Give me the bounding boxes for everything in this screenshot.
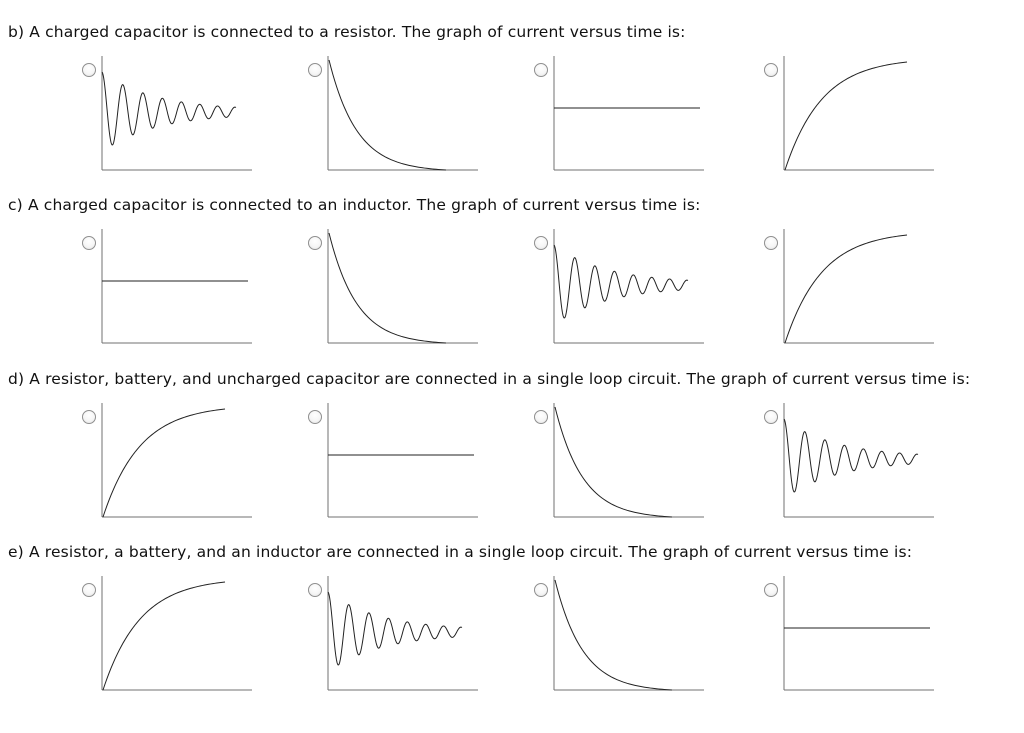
current-time-graph bbox=[326, 576, 478, 694]
answer-option[interactable] bbox=[82, 56, 282, 191]
radio-button[interactable] bbox=[534, 583, 548, 597]
answer-option[interactable] bbox=[764, 56, 964, 191]
answer-option[interactable] bbox=[534, 576, 734, 711]
question-prompt: b) A charged capacitor is connected to a resistor. The graph of current versus time is: bbox=[8, 23, 686, 41]
current-time-graph bbox=[326, 403, 478, 521]
question-prompt: d) A resistor, battery, and uncharged capacitor are connected in a single loop circuit. The graph of current versus time is: bbox=[8, 370, 971, 388]
current-curve-decay bbox=[555, 580, 672, 690]
question-prompt: e) A resistor, a battery, and an inductor are connected in a single loop circuit. The graph of current versus time is: bbox=[8, 543, 913, 561]
answer-option[interactable] bbox=[308, 403, 508, 538]
current-time-graph bbox=[552, 576, 704, 694]
radio-button[interactable] bbox=[82, 63, 96, 77]
answer-option[interactable] bbox=[82, 576, 282, 711]
current-time-graph bbox=[782, 576, 934, 694]
current-time-graph bbox=[782, 56, 934, 174]
current-curve-oscillating bbox=[554, 245, 688, 318]
current-time-graph bbox=[552, 229, 704, 347]
radio-button[interactable] bbox=[764, 583, 778, 597]
answer-option[interactable] bbox=[308, 56, 508, 191]
answer-option[interactable] bbox=[764, 576, 964, 711]
current-time-graph bbox=[326, 56, 478, 174]
answer-option[interactable] bbox=[764, 229, 964, 364]
radio-button[interactable] bbox=[534, 236, 548, 250]
answer-option[interactable] bbox=[534, 403, 734, 538]
radio-button[interactable] bbox=[308, 410, 322, 424]
question-prompt: c) A charged capacitor is connected to an inductor. The graph of current versus time is: bbox=[8, 196, 701, 214]
radio-button[interactable] bbox=[764, 410, 778, 424]
radio-button[interactable] bbox=[534, 63, 548, 77]
current-curve-decay bbox=[329, 233, 446, 343]
radio-button[interactable] bbox=[764, 63, 778, 77]
radio-button[interactable] bbox=[308, 63, 322, 77]
radio-button[interactable] bbox=[308, 583, 322, 597]
radio-button[interactable] bbox=[534, 410, 548, 424]
answer-option[interactable] bbox=[82, 403, 282, 538]
current-time-graph bbox=[782, 403, 934, 521]
current-time-graph bbox=[100, 229, 252, 347]
current-curve-decay bbox=[555, 407, 672, 517]
current-curve-oscillating bbox=[102, 72, 236, 145]
current-curve-growth bbox=[103, 582, 225, 690]
answer-option[interactable] bbox=[764, 403, 964, 538]
current-time-graph bbox=[782, 229, 934, 347]
current-time-graph bbox=[552, 403, 704, 521]
answer-option[interactable] bbox=[534, 229, 734, 364]
current-curve-oscillating bbox=[784, 419, 918, 492]
current-time-graph bbox=[100, 56, 252, 174]
current-time-graph bbox=[100, 403, 252, 521]
current-curve-decay bbox=[329, 60, 446, 170]
answer-option[interactable] bbox=[308, 576, 508, 711]
current-time-graph bbox=[552, 56, 704, 174]
answer-option[interactable] bbox=[82, 229, 282, 364]
current-curve-growth bbox=[103, 409, 225, 517]
radio-button[interactable] bbox=[82, 583, 96, 597]
current-time-graph bbox=[326, 229, 478, 347]
radio-button[interactable] bbox=[82, 410, 96, 424]
radio-button[interactable] bbox=[308, 236, 322, 250]
answer-option[interactable] bbox=[534, 56, 734, 191]
radio-button[interactable] bbox=[82, 236, 96, 250]
current-curve-growth bbox=[785, 62, 907, 170]
current-curve-oscillating bbox=[328, 592, 462, 665]
current-time-graph bbox=[100, 576, 252, 694]
current-curve-growth bbox=[785, 235, 907, 343]
radio-button[interactable] bbox=[764, 236, 778, 250]
answer-option[interactable] bbox=[308, 229, 508, 364]
